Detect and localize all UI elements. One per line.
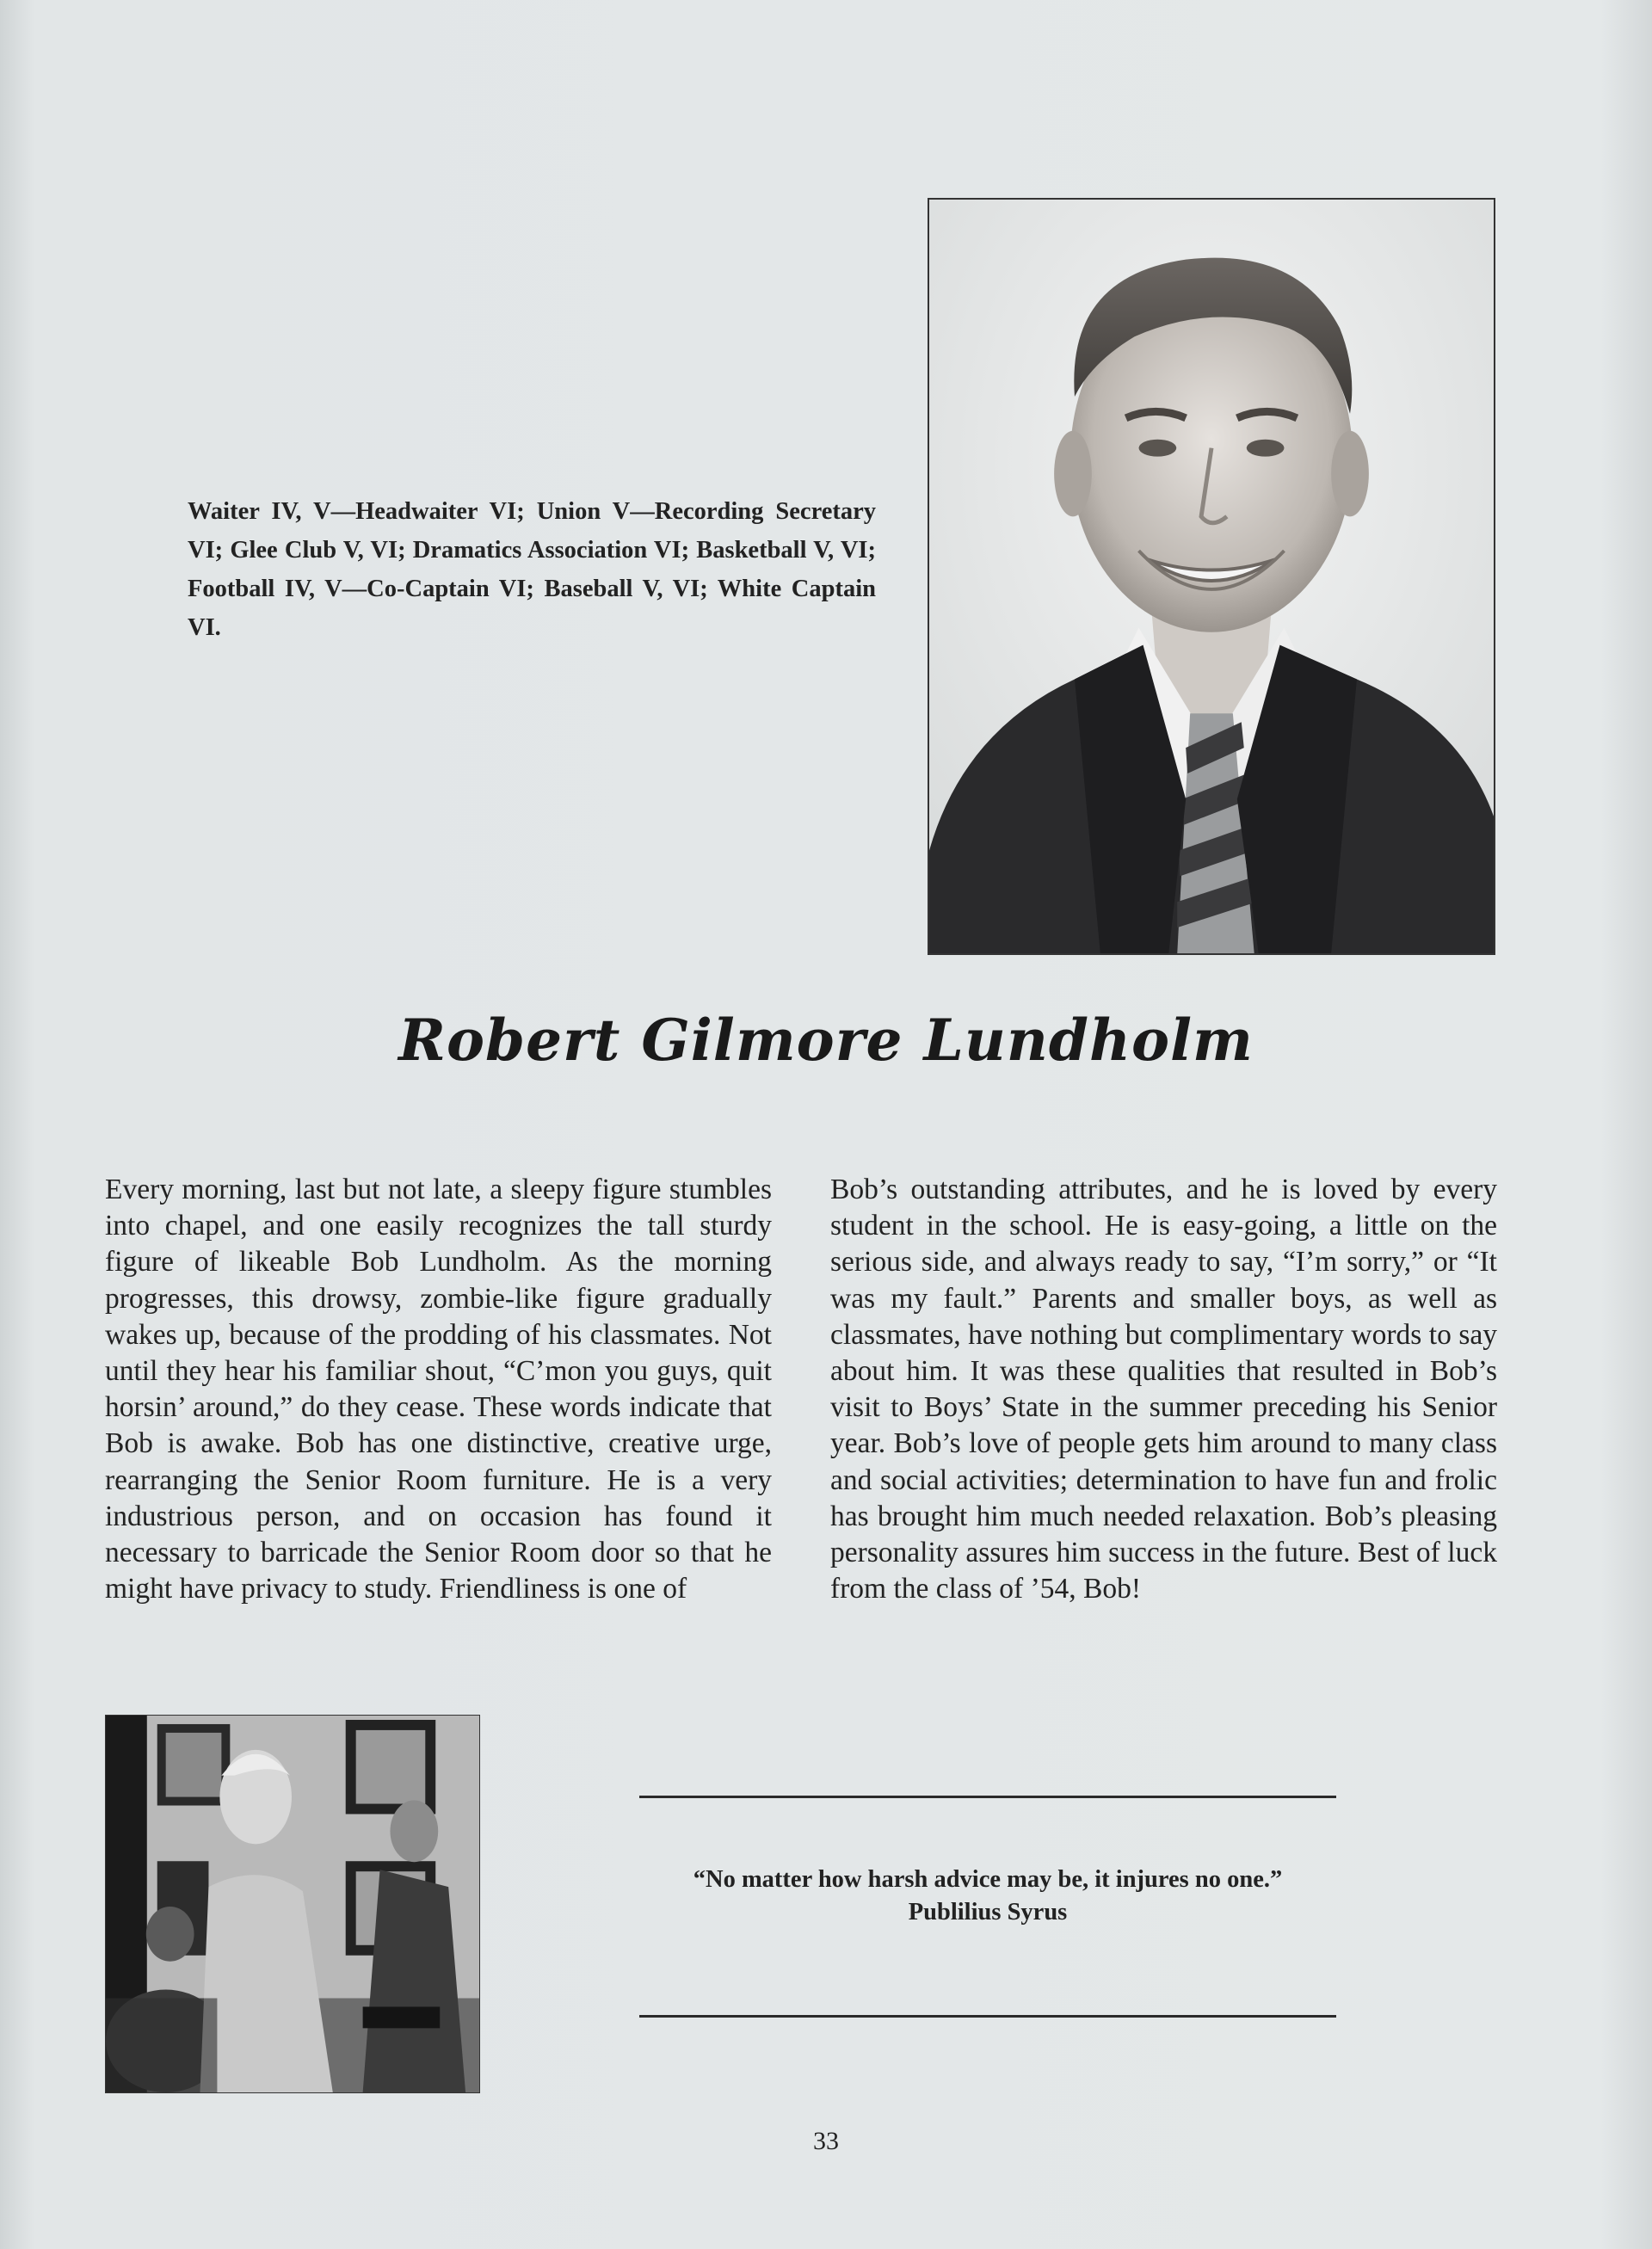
quote-text: “No matter how harsh advice may be, it injures no one.” (693, 1866, 1283, 1893)
page-number: 33 (813, 2127, 839, 2155)
biography-text-left: Every morning, last but not late, a sleepy figure stumbles into chapel, and one easily recognizes the tall sturdy figure of likeable Bob Lundholm. As the morning progresses, this drowsy, zombie-like figure gradually wakes up, because of the prodding of his classmates. Not until they hear his familiar shout, “C’mon you guys, quit horsin’ around,” do they cease. These words indicate that Bob is awake. Bob has one distinctive, creative urge, rearranging the Senior Room furniture. He is a very industrious person, and on occasion has found it necessary to barricade the Senior Room door so that he might have privacy to study. Friendliness is one of (105, 1174, 772, 1605)
candid-snapshot-photo (105, 1715, 480, 2093)
senior-portrait-photo (928, 198, 1495, 955)
biography-text-right: Bob’s outstanding attributes, and he is loved by every student in the school. He is easy-going, a little on the serious side, and always ready to say, “I’m sorry,” or “It was my fault.” Parents and smaller boys, as well as classmates, have nothing but complimentary words to say about him. It was these qualities that resulted in Bob’s visit to Boys’ State in the summer preceding his Senior year. Bob’s love of people gets him around to many class and social activities; determination to have fun and frolic has brought him much needed relaxation. Bob’s pleasing personality assures him success in the future. Best of luck from the class of ’54, Bob! (830, 1174, 1497, 1605)
quote-rule-bottom (639, 2015, 1336, 2018)
quote-author: Publilius Syrus (908, 1899, 1068, 1926)
snapshot-image (106, 1716, 479, 2092)
biography-column-right (830, 1172, 1497, 1607)
biography-column-left (105, 1172, 772, 1607)
student-name-title: Robert Gilmore Lundholm (398, 1007, 1254, 1074)
quote-block (639, 1864, 1336, 1929)
quote-rule-top (639, 1796, 1336, 1798)
activities-list: Waiter IV, V—Headwaiter VI; Union V—Recording Secretary VI; Glee Club V, VI; Dramatics Association VI; Basketball V, VI; Football IV, V—Co-Captain VI; Baseball V, VI; White Captain VI. (188, 498, 876, 641)
portrait-image (929, 200, 1494, 953)
